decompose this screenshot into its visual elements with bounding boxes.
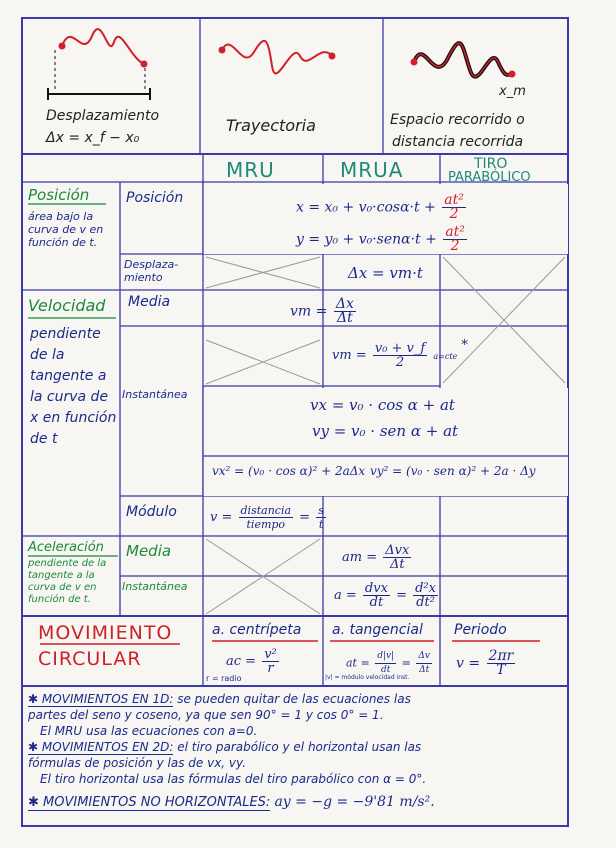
equation-vm-mrua: vm = $\frac{\text{v₀ + v\_f}}{2}$ a=cte * [332, 338, 468, 370]
aceleracion-instantanea-label: Instantánea [122, 580, 188, 593]
desplazamiento-label: Desplazamiento [46, 108, 160, 124]
equation-vm: vm = $\frac{\Delta x}{\Delta t}$ [290, 296, 354, 326]
note-1d-line3: El MRU usa las ecuaciones con a=0. [40, 724, 258, 738]
velocidad-desc: pendiente de la tangente a la curva de x en función de t [30, 326, 117, 447]
equation-at: at = $\frac{d|v|}{dt}$ = $\frac{\Delta v}{\Delta t}$ [346, 651, 430, 675]
equation-am: am = $\frac{\text{Δvx}}{\Delta t}$ [342, 543, 410, 572]
aceleracion-title: Aceleración [28, 540, 104, 555]
posicion-desc: área bajo la curva de v en función de t. [28, 210, 104, 249]
ac-title: a. centrípeta [212, 622, 302, 638]
equation-periodo: v = $\frac{2\pi r}{T}$ [456, 648, 514, 678]
column-tiro: TIRO [474, 156, 508, 172]
at-note: |v| = módulo velocidad inst. [325, 674, 410, 681]
desplazamiento-sub-label: Desplaza-miento [124, 258, 179, 284]
note-2d: ✱ MOVIMIENTOS EN 2D: el tiro parabólico y el horizontal usan las [28, 740, 422, 754]
equation-vy2: vy² = (v₀ · sen α)² + 2a · Δy [370, 464, 536, 478]
aceleracion-media-label: Media [126, 542, 172, 560]
trayectoria-label: Trayectoria [226, 116, 316, 135]
equation-y: y = y₀ + v₀·senα·t + $\frac{\text{at²}}{2}$ [296, 224, 465, 254]
circular-title-2: CIRCULAR [38, 648, 142, 670]
periodo-title: Periodo [454, 622, 507, 638]
column-mru: MRU [226, 158, 275, 182]
trajectory-drawings [48, 29, 516, 100]
note-vertical: ✱ MOVIMIENTOS NO HORIZONTALES: ay = −g = −9'81 m/s². [28, 794, 435, 810]
velocidad-media-label: Media [128, 294, 171, 310]
espacio-line1: Espacio recorrido o [390, 112, 525, 128]
aceleracion-desc: pendiente de la tangente a la curva de v en función de t. [28, 558, 107, 605]
posicion-title: Posición [28, 186, 90, 204]
desplazamiento-formula: Δx = x_f − x₀ [46, 130, 140, 146]
posicion-sub-label: Posición [126, 190, 184, 206]
equation-vy: vy = v₀ · sen α + at [312, 422, 459, 440]
r-note: r = radio [206, 674, 242, 683]
note-1d: ✱ MOVIMIENTOS EN 1D: se pueden quitar de las ecuaciones las [28, 692, 411, 706]
column-parabolico: PARABÓLICO [448, 170, 531, 185]
equation-a-inst: a = $\frac{\text{dvx}}{dt}$ = $\frac{\text{d²x}}{\text{dt²}}$ [334, 581, 436, 610]
equation-modulo: v = $\frac{\text{distancia}}{\text{tiempo}}$ = $\frac{s}{t}$ [210, 504, 324, 531]
equation-ac: ac = $\frac{\text{v²}}{r}$ [226, 647, 277, 676]
column-mrua: MRUA [340, 158, 404, 182]
note-2d-line3: El tiro horizontal usa las fórmulas del tiro parabólico con α = 0°. [40, 772, 427, 786]
equation-vx: vx = v₀ · cos α + at [310, 396, 455, 414]
at-title: a. tangencial [332, 622, 423, 638]
velocidad-title: Velocidad [28, 296, 106, 315]
note-2d-line2: fórmulas de posición y las de vx, vy. [28, 756, 247, 770]
note-1d-line2: partes del seno y coseno, ya que sen 90° = 1 y cos 0° = 1. [28, 708, 384, 722]
espacio-line2: distancia recorrida [392, 134, 524, 150]
equation-dx: Δx = vm·t [348, 264, 423, 282]
velocidad-modulo-label: Módulo [126, 504, 177, 520]
xm-label: x_m [499, 84, 526, 99]
equation-x: x = x₀ + v₀·cosα·t + $\frac{\text{at²}}{2}$ [296, 192, 464, 222]
equation-vx2: vx² = (v₀ · cos α)² + 2aΔx [212, 464, 366, 478]
circular-title-1: MOVIMIENTO [38, 622, 173, 644]
velocidad-instantanea-label: Instantánea [122, 388, 188, 401]
